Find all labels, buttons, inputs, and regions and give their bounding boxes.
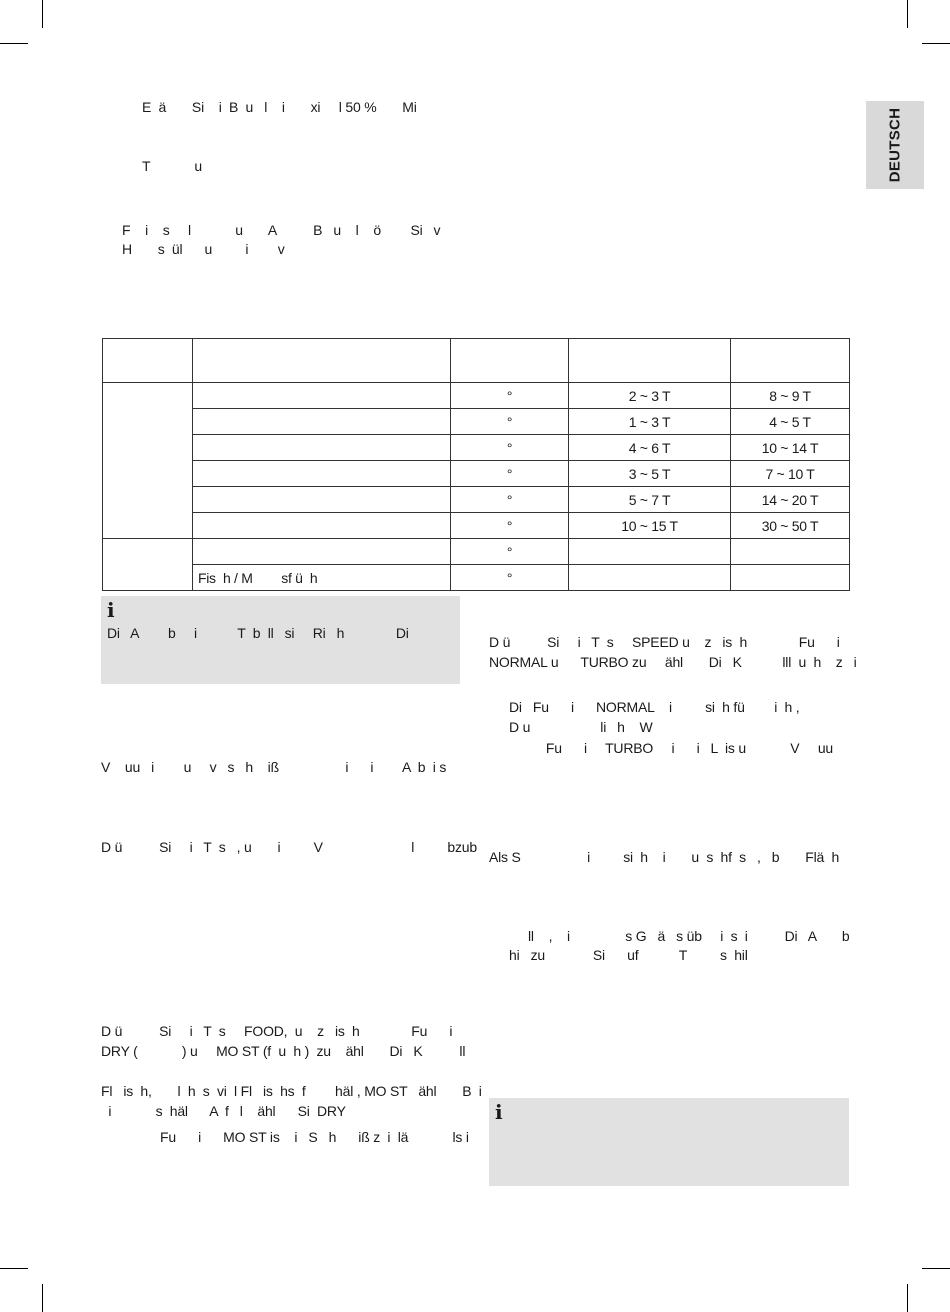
crop-mark <box>42 1284 43 1312</box>
paragraph: hi zu Si uf T s hil <box>509 947 748 963</box>
intro-line: E ä Si i B u l i xi l 50 % Mi <box>142 99 417 115</box>
paragraph: i s häl A f l ähl Si DRY <box>101 1103 346 1119</box>
table-row <box>103 513 850 539</box>
paragraph: ll , i s G ä s üb i s i Di A b <box>528 928 850 944</box>
table-row <box>103 409 850 435</box>
intro-line: T u <box>142 158 202 174</box>
paragraph: V uu i u v s h iß i i A b i s <box>101 759 447 775</box>
crop-mark <box>0 43 28 44</box>
table-header-cell <box>451 339 569 383</box>
crop-mark <box>922 1268 950 1269</box>
table-cell-temp: ° <box>451 539 569 565</box>
language-tab-label: DEUTSCH <box>886 107 904 183</box>
table-cell-temp: ° <box>451 461 569 487</box>
table-cell-temp: ° <box>451 383 569 409</box>
info-note-text: Di A b i T b ll si Ri h Di <box>107 625 409 641</box>
info-note <box>489 1098 849 1186</box>
table-cell-food <box>193 409 451 435</box>
language-tab <box>866 101 924 189</box>
table-cell-time: 2 ~ 3 T <box>569 383 731 409</box>
table-row <box>103 435 850 461</box>
crop-mark <box>907 0 908 28</box>
table-cell-food <box>193 487 451 513</box>
paragraph: D ü Si i T s FOOD, u z is h Fu i <box>101 1023 453 1039</box>
table-row <box>103 461 850 487</box>
table-cell-time <box>569 565 731 591</box>
table-cell-time: 4 ~ 5 T <box>731 409 850 435</box>
paragraph: D u li h W <box>509 719 653 735</box>
crop-mark <box>0 1268 28 1269</box>
paragraph: NORMAL u TURBO zu ähl Di K lll u h z i <box>489 654 857 670</box>
table-row <box>103 487 850 513</box>
paragraph: Fl is h, l h s vi l Fl is hs f häl , MO ST ähl B i <box>101 1083 482 1099</box>
table-cell-time: 5 ~ 7 T <box>569 487 731 513</box>
table-cell-time: 30 ~ 50 T <box>731 513 850 539</box>
table-cell-time: 10 ~ 15 T <box>569 513 731 539</box>
paragraph: D ü Si i T s , u i V l bzub <box>101 839 477 855</box>
table-row <box>103 565 850 591</box>
crop-mark <box>907 1284 908 1312</box>
table-cell-category <box>103 539 193 591</box>
table-row <box>103 383 850 409</box>
crop-mark <box>42 0 43 28</box>
table-cell-food <box>193 539 451 565</box>
table-row <box>103 539 850 565</box>
info-icon: i <box>107 598 115 622</box>
table-cell-time: 3 ~ 5 T <box>569 461 731 487</box>
table-cell-time: 4 ~ 6 T <box>569 435 731 461</box>
table-cell-time <box>731 539 850 565</box>
paragraph: DRY ( ) u MO ST (f u h ) zu ähl Di K ll <box>101 1043 466 1059</box>
info-icon: i <box>495 1100 503 1124</box>
table-cell-food <box>193 383 451 409</box>
crop-mark <box>922 43 950 44</box>
intro-line: H s ül u i v <box>122 241 285 257</box>
table-cell-time: 1 ~ 3 T <box>569 409 731 435</box>
table-cell-time: 7 ~ 10 T <box>731 461 850 487</box>
table-header-cell <box>193 339 451 383</box>
table-cell-temp: ° <box>451 487 569 513</box>
table-header-cell <box>731 339 850 383</box>
table-cell-time <box>569 539 731 565</box>
table-cell-time: 10 ~ 14 T <box>731 435 850 461</box>
table-cell-time: 14 ~ 20 T <box>731 487 850 513</box>
paragraph: Fu i MO ST is i S h iß z i lä ls i <box>101 1129 469 1145</box>
info-note <box>101 596 460 684</box>
table-cell-temp: ° <box>451 565 569 591</box>
table-cell-temp: ° <box>451 513 569 539</box>
table-cell-food <box>193 461 451 487</box>
table-header-row <box>103 339 850 383</box>
paragraph: Als S i si h i u s hf s , b Flä h <box>489 849 840 865</box>
paragraph: Di Fu i NORMAL i si h fü i h , <box>509 699 800 715</box>
table-cell-food <box>193 435 451 461</box>
table-cell-category <box>103 383 193 539</box>
paragraph: Fu i TURBO i i L is u V uu <box>509 740 834 756</box>
drying-table <box>102 338 850 591</box>
table-cell-time <box>731 565 850 591</box>
table-cell-temp: ° <box>451 435 569 461</box>
table-header-cell <box>103 339 193 383</box>
paragraph: D ü Si i T s SPEED u z is h Fu i <box>489 634 840 650</box>
table-cell-food: Fis h / M sf ü h <box>193 565 451 591</box>
table-header-cell <box>569 339 731 383</box>
table-cell-time: 8 ~ 9 T <box>731 383 850 409</box>
table-cell-temp: ° <box>451 409 569 435</box>
table-cell-food <box>193 513 451 539</box>
intro-line: F i s l u A B u l ö Si v <box>122 222 441 238</box>
